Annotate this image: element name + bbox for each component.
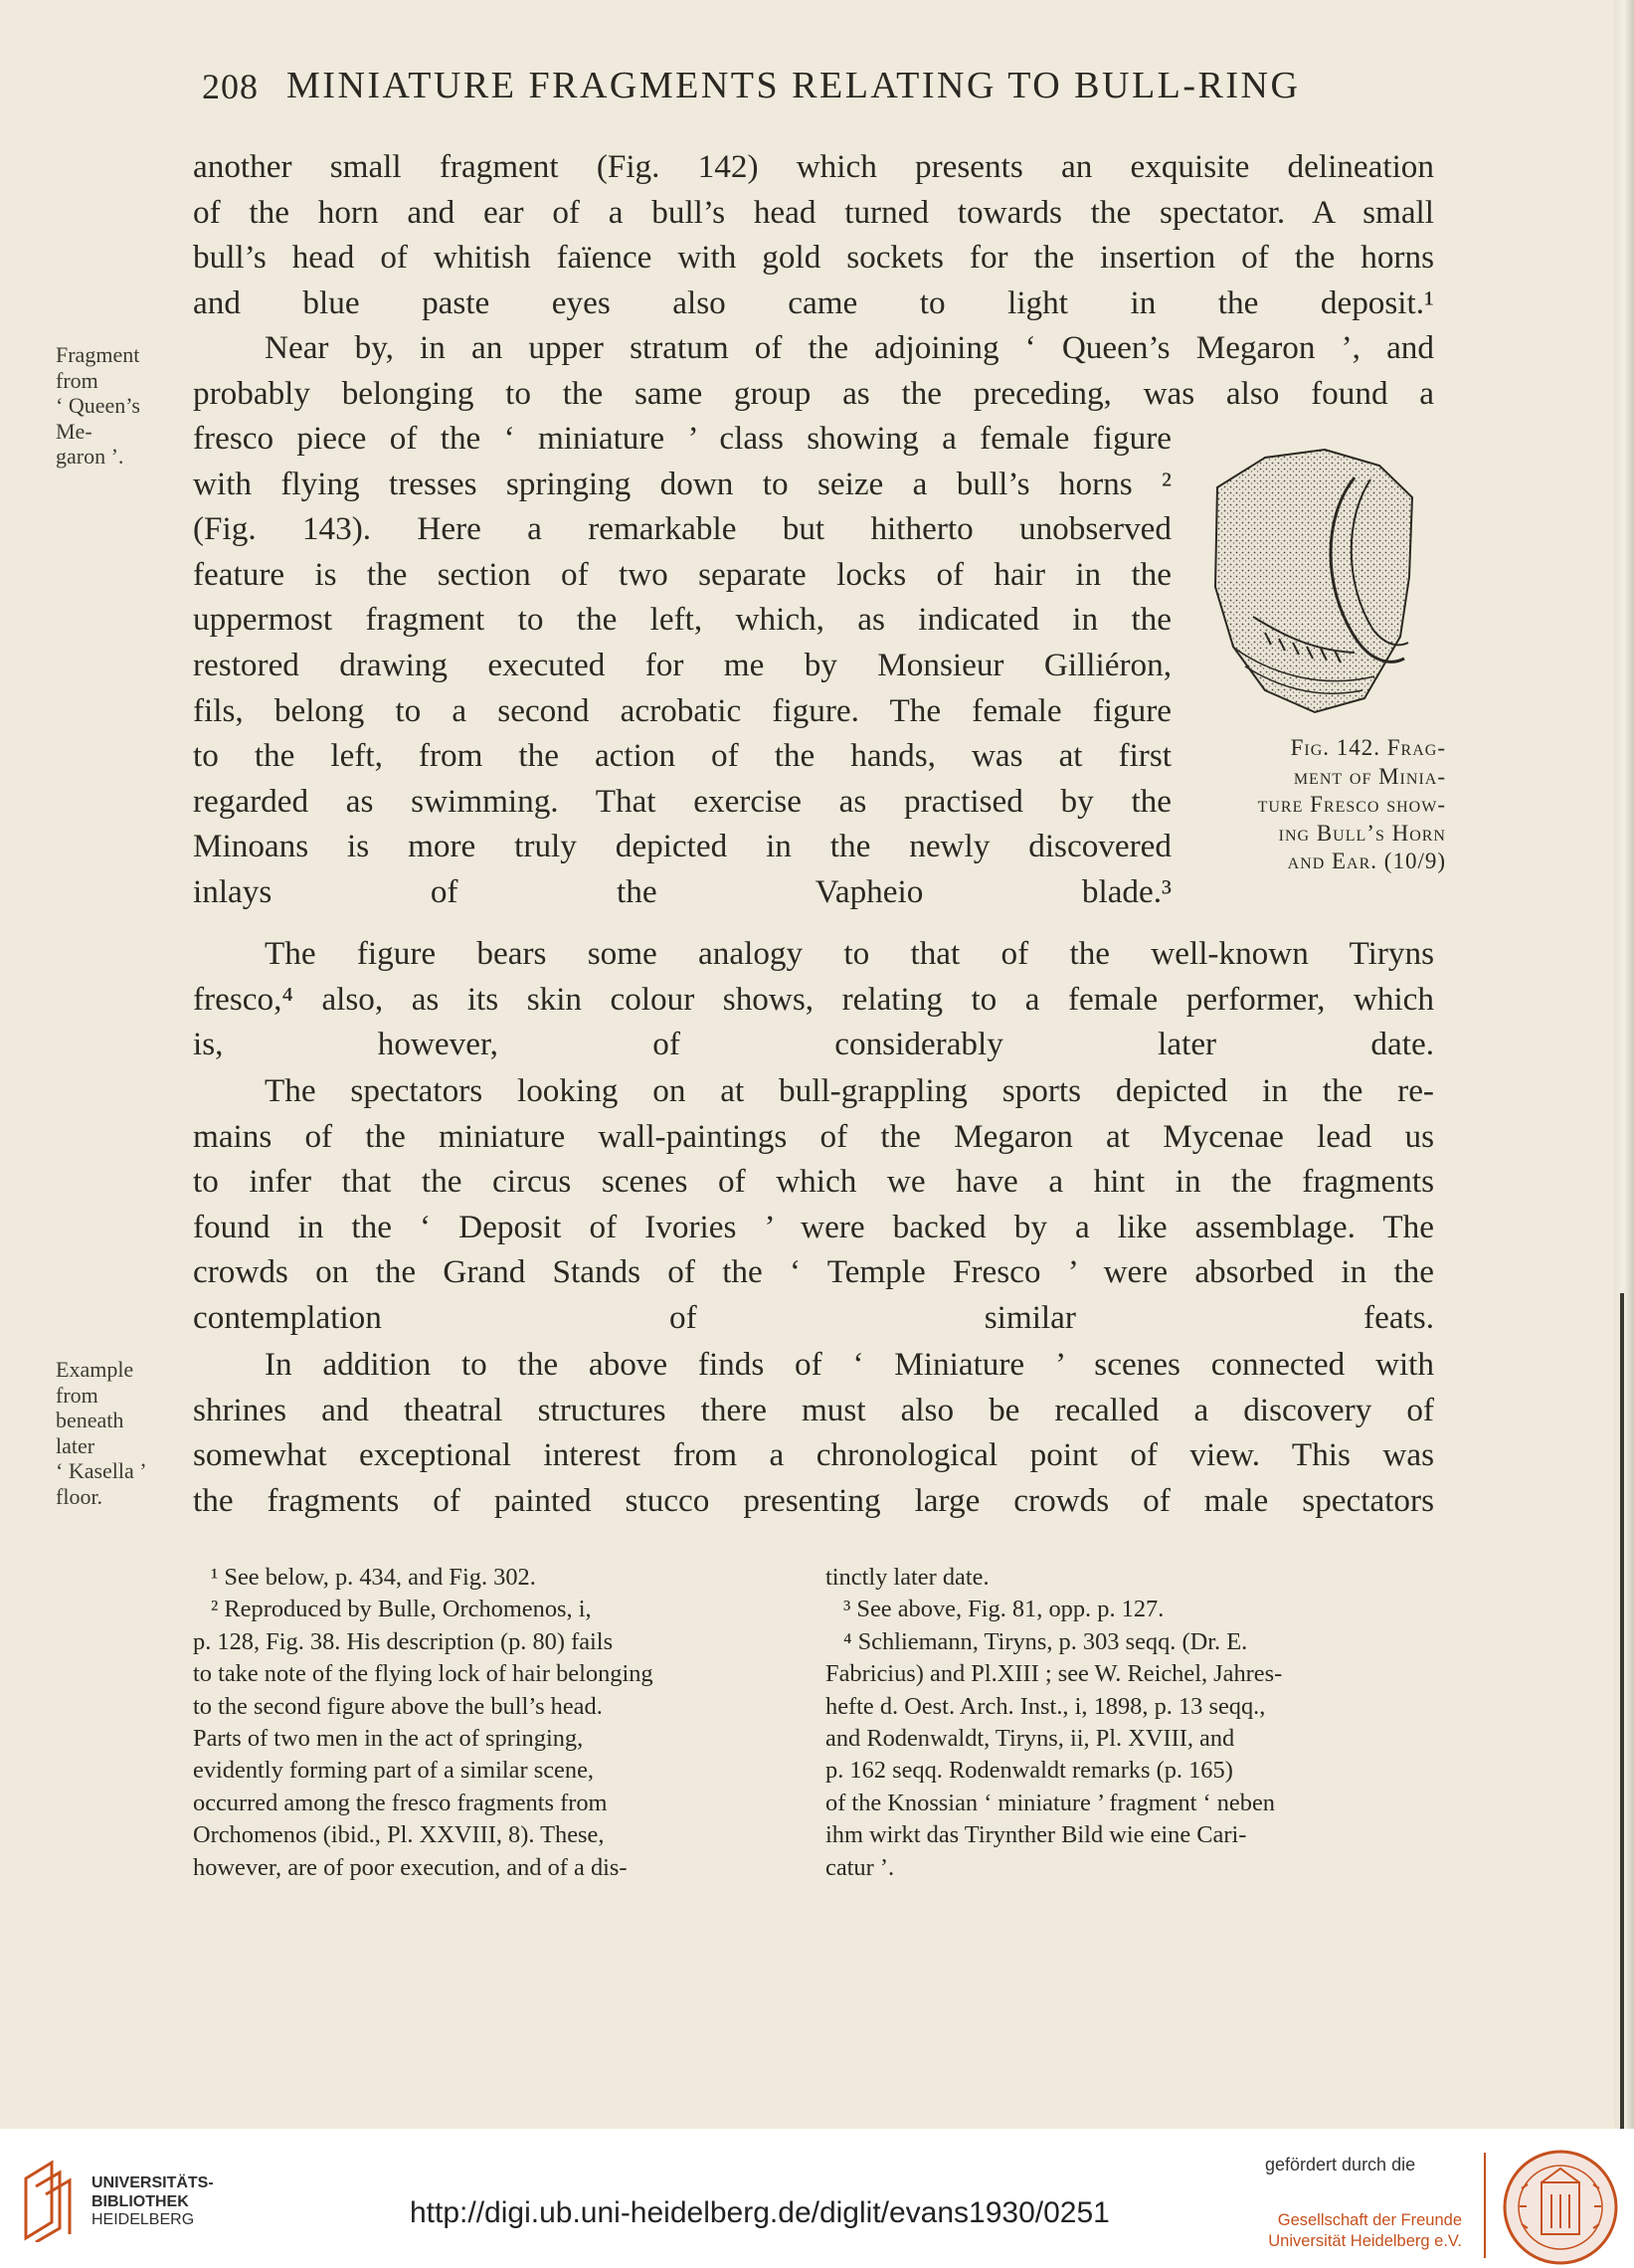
sidenote-line: ‘ Kasella ’ <box>56 1458 147 1483</box>
footnote-line: occurred among the fresco fragments from <box>193 1789 608 1816</box>
sidenote-line: from <box>56 367 98 393</box>
sidenote-kasella-floor <box>56 1357 147 1509</box>
text-line: shrines and theatral structures there must also be recalled a discovery of <box>193 1391 1434 1428</box>
text-line: somewhat exceptional interest from a chronological point of view. This was <box>193 1436 1434 1474</box>
running-title: MINIATURE FRAGMENTS RELATING TO BULL-RING <box>286 65 1301 106</box>
footnotes-right-column <box>825 1562 1434 1884</box>
footnote-line: Orchomenos (ibid., Pl. XXVIII, 8). These, <box>193 1821 605 1849</box>
text-line: is, however, of considerably later date. <box>193 1026 1434 1063</box>
paragraph-5 <box>193 1342 1434 1523</box>
sidenote-line: Me- <box>56 418 92 444</box>
footnote-line: catur ’. <box>825 1853 895 1881</box>
text-line: the fragments of painted stucco presenting large crowds of male spectators <box>193 1481 1434 1519</box>
paragraph-2 <box>193 325 1434 416</box>
fresco-fragment-figure <box>1205 438 1424 726</box>
text-line: In addition to the above finds of ‘ Miniature ’ scenes connected with <box>265 1346 1434 1383</box>
text-line: fresco,⁴ also, as its skin colour shows, relating to a female performer, which <box>193 980 1434 1018</box>
sidenote-line: beneath <box>56 1408 124 1432</box>
footnote-line: to the second figure above the bull’s head. <box>193 1692 603 1720</box>
library-name <box>91 2174 214 2230</box>
paragraph-2-continued <box>193 416 1172 915</box>
text-line: The figure bears some analogy to that of the well-known Tiryns <box>265 935 1434 972</box>
footnote-line: ² Reproduced by Bulle, Orchomenos, i, <box>211 1596 592 1623</box>
footnote-line: Fabricius) and Pl.XIII ; see W. Reichel, Jahres- <box>825 1660 1283 1688</box>
footnotes-left-column <box>193 1562 784 1884</box>
sidenote-line: Fragment <box>56 342 140 367</box>
sidenote-line: from <box>56 1382 98 1408</box>
footer-divider <box>1484 2153 1486 2258</box>
caption-line: ing Bull’s Horn <box>1278 820 1446 846</box>
footnote-line: ¹ See below, p. 434, and Fig. 302. <box>211 1564 536 1591</box>
page-header <box>0 58 1634 117</box>
book-spine-shadow <box>1620 1293 1624 2129</box>
text-line: Minoans is more truly depicted in the newly discovered <box>193 828 1172 865</box>
page-number: 208 <box>202 67 259 106</box>
text-line: Near by, in an upper stratum of the adjoining ‘ Queen’s Megaron ’, and <box>265 329 1434 366</box>
caption-line: and Ear. (10/9) <box>1287 849 1446 873</box>
footnote-line: tinctly later date. <box>825 1564 990 1591</box>
text-line: The spectators looking on at bull-grappling sports depicted in the re- <box>265 1072 1434 1109</box>
footnote-line: ihm wirkt das Tirynther Bild wie eine Cari- <box>825 1821 1247 1849</box>
footnote-line: of the Knossian ‘ miniature ’ fragment ‘ neben <box>825 1789 1275 1816</box>
caption-line: ment of Minia- <box>1293 763 1446 789</box>
page-edge <box>1614 0 1634 2129</box>
text-line: to the left, from the action of the hands, was at first <box>193 737 1172 775</box>
sidenote-line: floor. <box>56 1483 103 1509</box>
text-line: probably belonging to the same group as the preceding, was also found a <box>193 374 1434 412</box>
sponsor-name-line: Gesellschaft der Freunde <box>1277 2211 1462 2229</box>
text-line: inlays of the Vapheio blade.³ <box>193 872 1172 910</box>
library-name-line: UNIVERSITÄTS- <box>91 2174 214 2191</box>
sidenote-line: later <box>56 1432 95 1458</box>
text-line: contemplation of similar feats. <box>193 1298 1434 1336</box>
text-line: feature is the section of two separate locks of hair in the <box>193 555 1172 593</box>
text-line: and blue paste eyes also came to light in the deposit.¹ <box>193 284 1434 321</box>
text-line: fils, belong to a second acrobatic figure. The female figure <box>193 691 1172 729</box>
sponsor-label: gefördert durch die <box>1265 2155 1416 2174</box>
footnote-line: p. 162 seqq. Rodenwaldt remarks (p. 165) <box>825 1757 1233 1785</box>
university-seal-icon[interactable] <box>1502 2149 1619 2266</box>
text-line: with flying tresses springing down to seize a bull’s horns ² <box>193 465 1172 502</box>
text-line: mains of the miniature wall-paintings of the Megaron at Mycenae lead us <box>193 1117 1434 1155</box>
footnote-line: however, are of poor execution, and of a dis- <box>193 1853 628 1881</box>
text-line: another small fragment (Fig. 142) which presents an exquisite delineation <box>193 148 1434 185</box>
text-line: restored drawing executed for me by Monsieur Gilliéron, <box>193 646 1172 683</box>
footnote-line: p. 128, Fig. 38. His description (p. 80) fails <box>193 1627 614 1655</box>
text-line: crowds on the Grand Stands of the ‘ Temple Fresco ’ were absorbed in the <box>193 1253 1434 1291</box>
text-line: regarded as swimming. That exercise as practised by the <box>193 782 1172 820</box>
fresco-fragment-drawing-icon <box>1205 438 1424 726</box>
footnote-line: evidently forming part of a similar scene, <box>193 1757 594 1785</box>
text-line: to infer that the circus scenes of which we have a hint in the fragments <box>193 1163 1434 1201</box>
sidenote-line: ‘ Queen’s <box>56 393 140 418</box>
caption-line: Fig. 142. Frag- <box>1290 735 1446 760</box>
text-line: of the horn and ear of a bull’s head turned towards the spectator. A small <box>193 193 1434 231</box>
digital-library-url-link[interactable]: http://digi.ub.uni-heidelberg.de/diglit/evans1930/0251 <box>410 2196 1110 2229</box>
text-line: fresco piece of the ‘ miniature ’ class showing a female figure <box>193 420 1172 457</box>
paragraph-4 <box>193 1068 1434 1341</box>
paragraph-3 <box>193 931 1434 1067</box>
footnote-line: Parts of two men in the act of springing, <box>193 1725 584 1753</box>
text-line: (Fig. 143). Here a remarkable but hitherto unobserved <box>193 510 1172 548</box>
ub-heidelberg-logo-icon[interactable] <box>16 2159 80 2242</box>
text-line: uppermost fragment to the left, which, as indicated in the <box>193 601 1172 639</box>
footnote-line: to take note of the flying lock of hair belonging <box>193 1660 653 1688</box>
sponsor-name[interactable] <box>1251 2210 1462 2252</box>
caption-line: ture Fresco show- <box>1257 792 1446 817</box>
library-name-line: HEIDELBERG <box>91 2211 195 2228</box>
footnote-line: ⁴ Schliemann, Tiryns, p. 303 seqq. (Dr. E. <box>843 1627 1248 1655</box>
paragraph-1 <box>193 144 1434 325</box>
text-line: bull’s head of whitish faïence with gold sockets for the insertion of the horns <box>193 239 1434 277</box>
sidenote-line: garon ’. <box>56 444 124 469</box>
footnote-line: and Rodenwaldt, Tiryns, ii, Pl. XVIII, and <box>825 1725 1235 1753</box>
sidenote-queens-megaron <box>56 342 140 470</box>
sponsor-name-line: Universität Heidelberg e.V. <box>1268 2232 1462 2250</box>
library-name-line: BIBLIOTHEK <box>91 2192 189 2210</box>
sidenote-line: Example <box>56 1357 134 1382</box>
figure-caption <box>1197 734 1446 876</box>
footnote-line: hefte d. Oest. Arch. Inst., i, 1898, p. 13 seqq., <box>825 1692 1266 1720</box>
footnote-line: ³ See above, Fig. 81, opp. p. 127. <box>843 1596 1165 1623</box>
text-line: found in the ‘ Deposit of Ivories ’ were backed by a like assemblage. The <box>193 1208 1434 1245</box>
